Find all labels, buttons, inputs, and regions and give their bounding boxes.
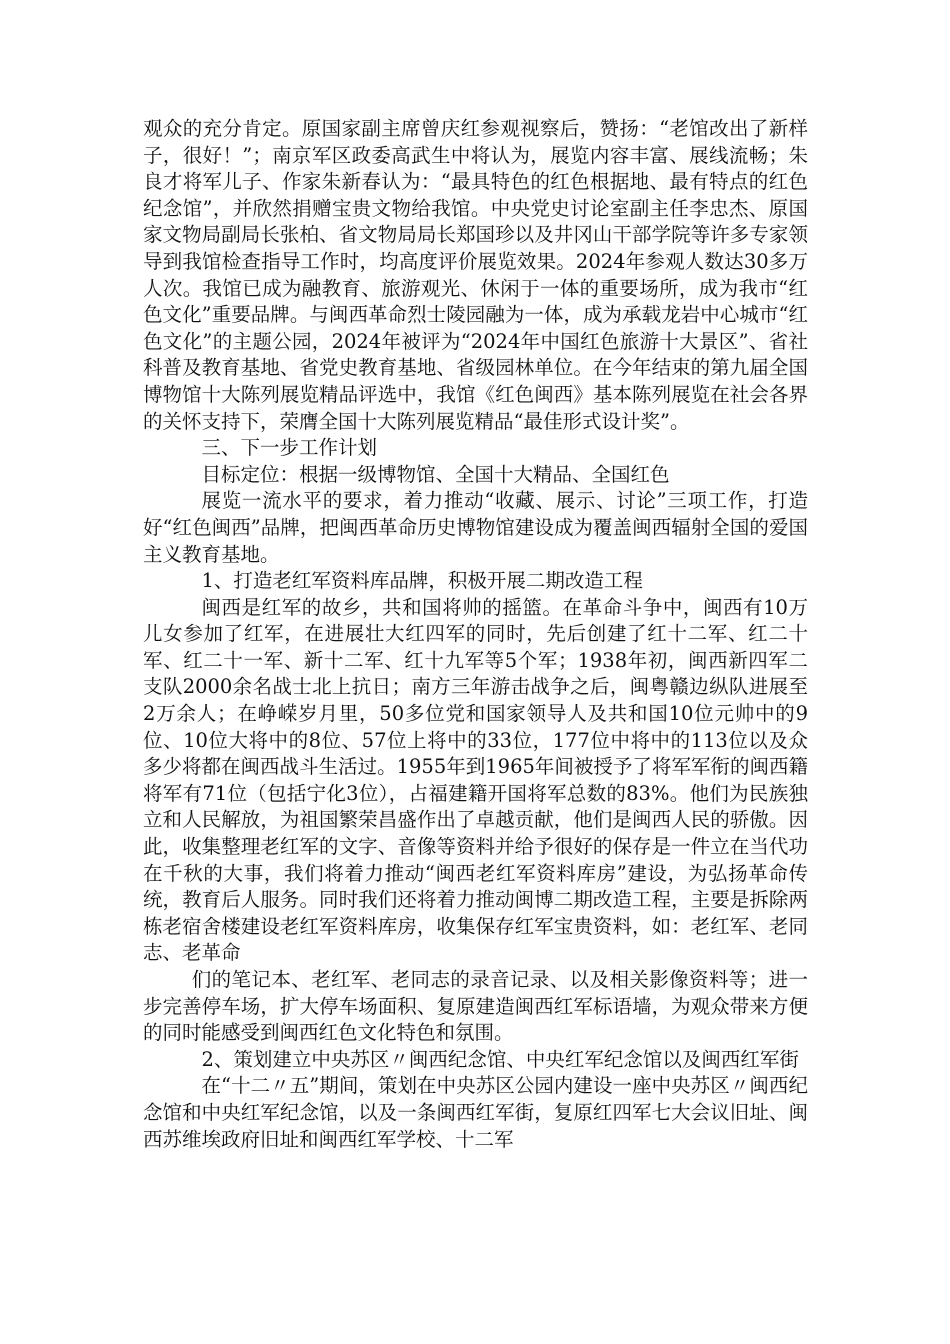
- paragraph-twelfth-five-year: 在“十二〃五”期间，策划在中央苏区公园内建设一座中央苏区〃闽西纪念馆和中央红军纪念馆，以及一条闽西红军街，复原红四军七大会议旧址、闽西苏维埃政府旧址和闽西红军学校、十二军: [143, 1074, 808, 1151]
- subheading-memorial-halls: 2、策划建立中央苏区〃闽西纪念馆、中央红军纪念馆以及闽西红军街: [201, 1047, 799, 1071]
- paragraph-goal-positioning: 目标定位：根据一级博物馆、全国十大精品、全国红色: [201, 462, 670, 486]
- paragraph-goal-detail: 展览一流水平的要求，着力推动“收藏、展示、讨论”三项工作，打造好“红色闽西”品牌，把闽西革命历史博物馆建设成为覆盖闽西辐射全国的爱国主义教育基地。: [143, 489, 808, 566]
- section-heading-next-plan: 三、下一步工作计划: [201, 436, 378, 460]
- paragraph-archive-materials: 们的笔记本、老红军、老同志的录音记录、以及相关影像资料等；进一步完善停车场，扩大停车场面积、复原建造闽西红军标语墙，为观众带来方便的同时能感受到闽西红色文化特色和氛围。: [143, 968, 808, 1045]
- paragraph-minxi-red-army: 闽西是红军的故乡，共和国将帅的摇篮。在革命斗争中，闽西有10万儿女参加了红军，在进展壮大红四军的同时，先后创建了红十二军、红二十军、红二十一军、新十二军、红十九军等5个军；1938年初，闽西新四军二支队2000余名战士北上抗日；南方三年游击战争之后，闽粤赣边纵队进展至2万余人；在峥嵘岁月里，50多位党和国家领导人及共和国10位元帅中的9位、10位大将中的8位、57位上将中的33位，177位中将中的113位以及众多少将都在闽西战斗生活过。1955年到1965年间被授予了将军军衔的闽西籍将军有71位（包括宁化3位），占福建籍开国将军总数的83%。他们为民族独立和人民解放，为祖国繁荣昌盛作出了卓越贡献，他们是闽西人民的骄傲。因此，收集整理老红军的文字、音像等资料并给予很好的保存是一件立在当代功在千秋的大事，我们将着力推动“闽西老红军资料库房”建设，为弘扬革命传统，教育后人服务。同时我们还将着力推动闽博二期改造工程，主要是拆除两栋老宿舍楼建设老红军资料库房，收集保存红军宝贵资料，如：老红军、老同志、老革命: [143, 595, 808, 965]
- subheading-red-army-archive: 1、打造老红军资料库品牌，积极开展二期改造工程: [201, 569, 643, 593]
- paragraph-exhibition-praise: 观众的充分肯定。原国家副主席曾庆红参观视察后，赞扬：“老馆改出了新样子，很好！”；南京军区政委高武生中将认为，展览内容丰富、展线流畅；朱良才将军儿子、作家朱新春认为：“最具特色的红色根据地、最有特点的红色纪念馆”，并欣然捐赠宝贵文物给我馆。中央党史讨论室副主任李忠杰、原国家文物局副局长张柏、省文物局局长郑国珍以及井冈山干部学院等许多专家领导到我馆检查指导工作时，均高度评价展览效果。2024年参观人数达30多万人次。我馆已成为融教育、旅游观光、休闲于一体的重要场所，成为我市“红色文化”重要品牌。与闽西革命烈士陵园融为一体，成为承载龙岩中心城市“红色文化”的主题公园，2024年被评为“2024年中国红色旅游十大景区”、省社科普及教育基地、省党史教育基地、省级园林单位。在今年结束的第九届全国博物馆十大陈列展览精品评选中，我馆《红色闽西》基本陈列展览在社会各界的关怀支持下，荣膺全国十大陈列展览精品“最佳形式设计奖”。: [143, 117, 808, 433]
- document-body: [143, 116, 808, 1153]
